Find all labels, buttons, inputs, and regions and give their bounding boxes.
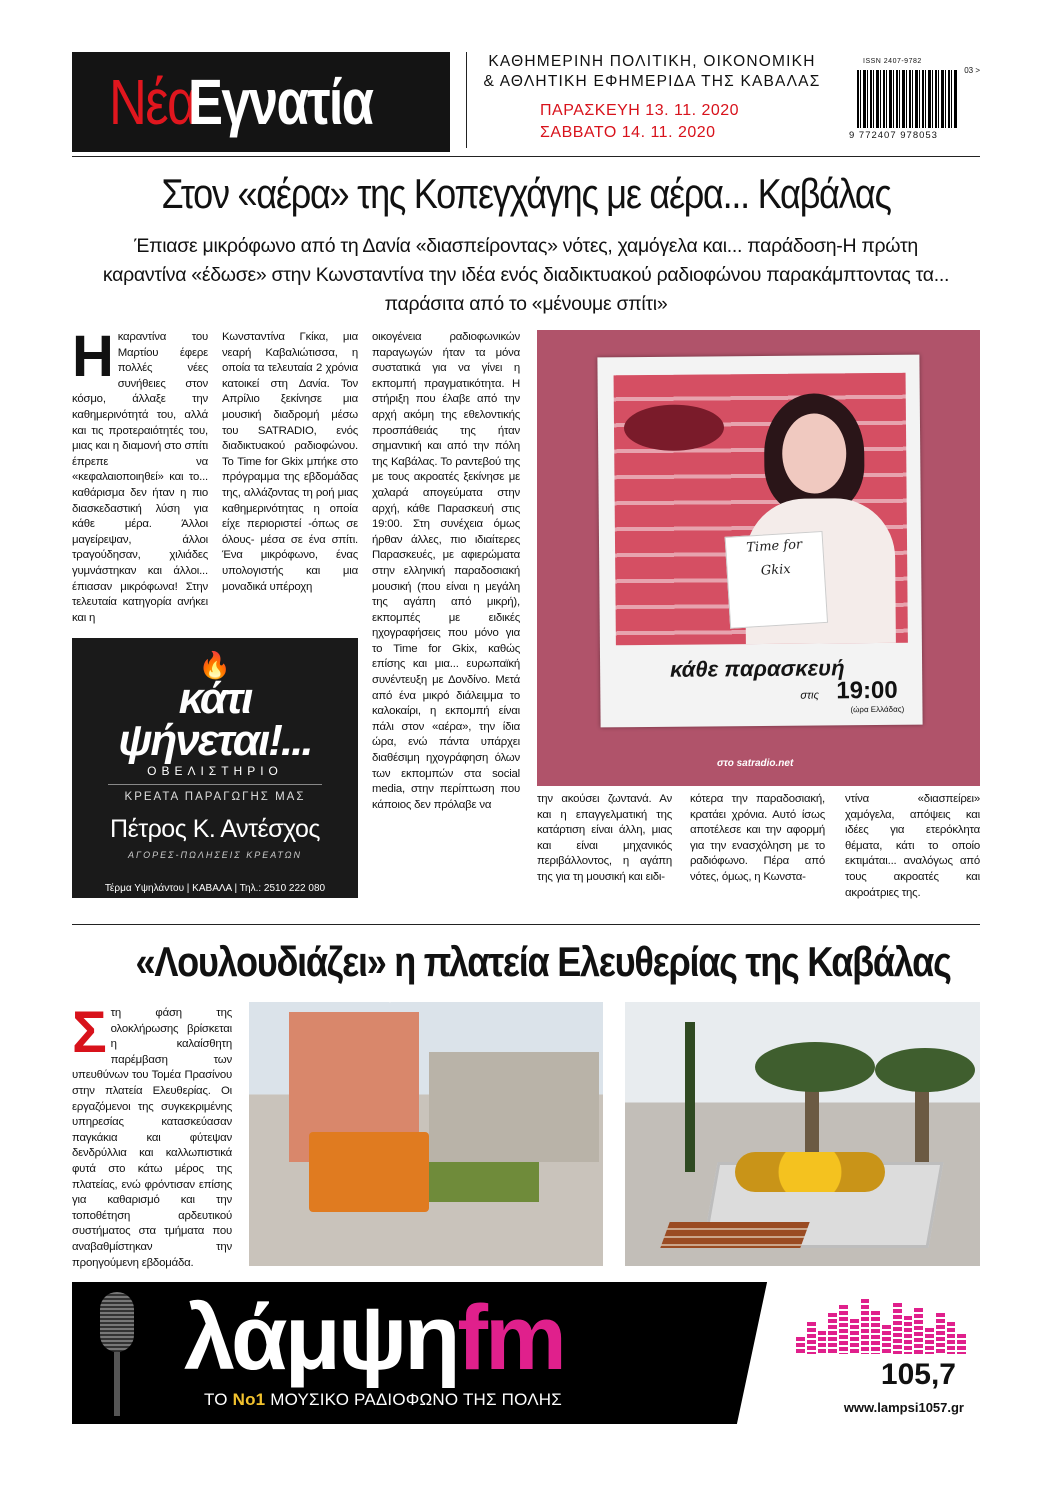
radio-brand-fm: fm	[457, 1287, 564, 1389]
card-line-1: Time for	[745, 537, 803, 556]
photo-caption-at: στις	[800, 689, 819, 702]
issue-date-1: ΠΑΡΑΣΚΕΥΗ 13. 11. 2020	[540, 102, 740, 119]
bench-image	[660, 1222, 809, 1248]
radio-website: www.lampsi1057.gr	[843, 1400, 964, 1415]
newspaper-logo	[72, 52, 450, 152]
article-1-column-4: την ακούσει ζωντανά. Αν και η επαγγελματική της κατάρτιση είναι άλλη, μιας και είναι μηχανικός περιβάλλοντος, η αγάπη της για τη μουσική και ειδι-	[537, 793, 672, 883]
presenter-face	[782, 413, 847, 494]
slogan-no1: Νο1	[232, 1390, 266, 1409]
equalizer-bar	[861, 1299, 870, 1354]
tagline-line-2: & ΑΘΛΗΤΙΚΗ ΕΦΗΜΕΡΙΔΑ ΤΗΣ ΚΑΒΑΛΑΣ	[483, 73, 821, 90]
equalizer-bar	[828, 1313, 837, 1354]
radio-brand	[184, 1287, 564, 1389]
equalizer-bar	[925, 1328, 934, 1354]
card-line-2: Gkix	[760, 561, 792, 579]
equalizer-bar	[904, 1316, 913, 1354]
masthead-divider	[466, 52, 467, 148]
flame-icon: 🔥	[198, 650, 232, 680]
microphone-icon	[86, 1288, 146, 1418]
article-1-column-1-text: καραντίνα του Μαρτίου έφερε πολλές νέες συνήθειες στον κόσμο, άλλαξε την καθημερινότητά του, αλλά και τις προτεραιότητές του, μιας και η διαμονή στο σπίτι έπρεπε να «κεφαλαιοποιηθεί» και το... καθάρισμα δεν ήταν η πιο διασκεδαστική λύση για κάθε μέρα. Άλλοι μαγείρεψαν, άλλοι τραγούδησαν, χιλιάδες γυμνάστηκαν και άλλοι... έπιασαν μικρόφωνα! Στην τελευταία κατηγορία ανήκει και η	[72, 331, 208, 624]
equalizer-bar	[936, 1313, 945, 1354]
palm-fronds-2-image	[875, 1048, 975, 1092]
photo-caption-timezone: (ώρα Ελλάδας)	[850, 704, 905, 715]
photo-caption-day: κάθε παρασκευή	[670, 655, 845, 682]
article-2-headline: «Λουλουδιάζει» η πλατεία Ελευθερίας της Καβάλας	[135, 938, 951, 985]
radio-frequency: 105,7	[880, 1358, 956, 1391]
logo-part-nea: Νέα	[108, 66, 196, 138]
plants-flatbed-image	[429, 1162, 539, 1202]
lips-graphic-icon	[624, 404, 724, 451]
equalizer-icon	[796, 1296, 966, 1354]
article-1-headline: Στον «αέρα» της Κοπεγχάγης με αέρα... Καβάλας	[161, 170, 891, 217]
equalizer-bar	[914, 1308, 923, 1354]
barcode-extension: 03 >	[964, 66, 980, 75]
ad-mobile: COSMOTE: 6971 969 099 VODAFONE: 6955 440 070	[93, 897, 337, 908]
palm-fronds-image	[755, 1042, 875, 1092]
time-for-gkix-card	[725, 531, 828, 629]
article-1-column-2: Κωνσταντίνα Γκίκα, μια νεαρή Καβαλιώτισσα, η οποία τα τελευταία 2 χρόνια κατοικεί στη Δανία. Τον Απρίλιο ξεκίνησε μια μουσική διαδρομή μέσω του SATRADIO, ενός διαδικτυακού ραδιοφώνου. Το Time for Gkix μπήκε στο πρόγραμμα της εβδομάδας της, αλλάζοντας τη ροή μιας καθημερινότητας η οποία είχε περιοριστεί -όπως σε όλους- μέσα σε ένα σπίτι. Ένα μικρόφωνο, ένας υπολογιστής και μια μοναδικά υπέροχη	[222, 331, 358, 593]
barcode-number: 9 772407 978053	[849, 130, 938, 141]
article-2-body: τη φάση της ολοκλήρωσης βρίσκεται η καλαίσθητη παρέμβαση των υπευθύνων του Τομέα Πρασίνου στην πλατεία Ελευθερίας. Οι εργαζόμενοι της συγκεκριμένης υπηρεσίας κατασκεύασαν παγκάκια και φύτεψαν δενδρύλλια και καλλωπιστικά φυτά στο κάτω μέρος της πλατείας, ενώ φρόντισαν επίσης για καθαρισμό και την τοποθέτηση αρδευτικού συστήματος στα τμήματα που αναβαθμίστηκαν την προηγούμενη εβδομάδα.	[72, 1007, 232, 1269]
radio-brand-name: λάμψη	[184, 1287, 458, 1389]
article-2-dropcap: Σ	[72, 1000, 107, 1065]
issue-date-2: ΣΑΒΒΑΤΟ 14. 11. 2020	[540, 124, 716, 141]
presenter-image	[614, 373, 908, 646]
equalizer-bar	[882, 1325, 891, 1354]
masthead-rule	[72, 156, 980, 157]
equalizer-bar	[947, 1322, 956, 1354]
photo-caption-time: 19:00	[836, 676, 898, 705]
equalizer-bar	[818, 1331, 827, 1354]
ad-divider	[108, 784, 322, 785]
equalizer-bar	[871, 1311, 880, 1355]
ad-services: ΑΓΟΡΕΣ-ΠΩΛΗΣΕΙΣ ΚΡΕΑΤΩΝ	[127, 850, 303, 860]
ad-owner-name: Πέτρος Κ. Αντέσχος	[110, 815, 320, 843]
square-planter-photo	[625, 1002, 980, 1266]
equalizer-bar	[796, 1337, 805, 1354]
article-1-column-3: οικογένεια ραδιοφωνικών παραγωγών ήταν τα μόνα συστατικά για να γίνει η εκπομπή πραγματικότητα. Η στήριξη που έλαβε από την αρχή ακόμη της εθελοντικής προσπάθειάς της ήταν σημαντική και από την πόλη της Καβάλας. Το ραντεβού της με τους ακροατές ξεκίνησε με χαλαρά απογεύματα στην αρχή, κάθε Παρασκευή στις 19:00. Στη συνέχεια όμως ήρθαν άλλες, πιο ιδιαίτερες Παρασκευές, με αφιερώματα στην ελληνική παραδοσιακή μουσική (που είναι η μεγάλη της αγάπη από μικρή), εκπομπές με ειδικές ηχογραφήσεις που μόνο για το Time for Gkix, καθώς επίσης και μια... ευρωπαϊκή συνέντευξη με Δονδίνο. Μετά από ένα μικρό διάλειμμα το καλοκαίρι, η εκπομπή είναι πάλι στον «αέρα», την ίδια ώρα, ενώ πάντα υπάρχει διαθέσιμη ηχογράφηση όλων των εκπομπών στα social media, στην περίπτωση που κάποιος δεν πρόλαβε να	[372, 331, 520, 811]
article-1-dropcap: Η	[72, 324, 114, 389]
article-1-column-5: κότερα την παραδοσιακή, κρατάει χρόνια. Αυτό ίσως αποτέλεσε και την αφορμή για την ενασχόληση με το ραδιόφωνο. Πέρα από νότες, όμως, η Κωνστα-	[690, 793, 825, 883]
ad-tag: ΚΡΕΑΤΑ ΠΑΡΑΓΩΓΗΣ ΜΑΣ	[124, 791, 306, 803]
equalizer-bar	[957, 1334, 966, 1354]
equalizer-bar	[839, 1305, 848, 1354]
ad-title-line-1: κάτι	[178, 674, 252, 723]
slogan-pre: ΤΟ	[204, 1390, 233, 1409]
butcher-advertisement	[72, 638, 358, 908]
masthead-tagline	[472, 52, 832, 92]
ad-address: Τέρμα Υψηλάντου | ΚΑΒΑΛΑ | Τηλ.: 2510 222 080	[104, 883, 326, 894]
flowers-image	[735, 1152, 885, 1192]
ad-subtitle: ΟΒΕΛΙΣΤΗΡΙΟ	[147, 764, 283, 778]
article-1-column-1	[72, 324, 208, 626]
article-1-column-6: ντίνα «διασπείρει» χαμόγελα, απόψεις και ιδέες για ετερόκλητα θέματα, κάτι το οποίο εκτιμάται... αναλόγως από τους ακροατές και ακροάτριες της.	[845, 793, 980, 899]
radio-advertisement	[72, 1282, 980, 1424]
photo-website: στο satradio.net	[717, 758, 794, 769]
tagline-line-1: ΚΑΘΗΜΕΡΙΝΗ ΠΟΛΙΤΙΚΗ, ΟΙΚΟΝΟΜΙΚΗ	[488, 53, 816, 70]
article-2-text	[72, 1000, 232, 1271]
article-1-subhead: Έπιασε μικρόφωνο από τη Δανία «διασπείροντας» νότες, χαμόγελα και... παράδοση-Η πρώτη καραντίνα «έδωσε» στην Κωνσταντίνα την ιδέα ενός διαδικτυακού ραδιοφώνου παρακάμπτοντας τα... παράσιτα από το «μένουμε σπίτι»	[102, 235, 950, 315]
section-rule	[72, 924, 980, 925]
equalizer-bar	[893, 1303, 902, 1354]
radio-show-photo	[537, 330, 980, 786]
truck-image	[309, 1132, 429, 1212]
cypress-tree-image	[685, 1022, 695, 1172]
polaroid-frame	[597, 355, 922, 728]
square-truck-photo	[249, 1002, 603, 1266]
equalizer-bar	[850, 1319, 859, 1354]
equalizer-bar	[807, 1322, 816, 1354]
barcode-icon	[857, 70, 957, 128]
issn-label: ISSN 2407-9782	[863, 58, 922, 65]
logo-part-egnatia: Εγνατία	[188, 66, 373, 138]
radio-slogan	[204, 1390, 562, 1410]
ad-title-line-2: ψήνεται!...	[118, 716, 312, 765]
slogan-post: ΜΟΥΣΙΚΟ ΡΑΔΙΟΦΩΝΟ ΤΗΣ ΠΟΛΗΣ	[265, 1390, 562, 1409]
barcode-block	[845, 58, 980, 150]
